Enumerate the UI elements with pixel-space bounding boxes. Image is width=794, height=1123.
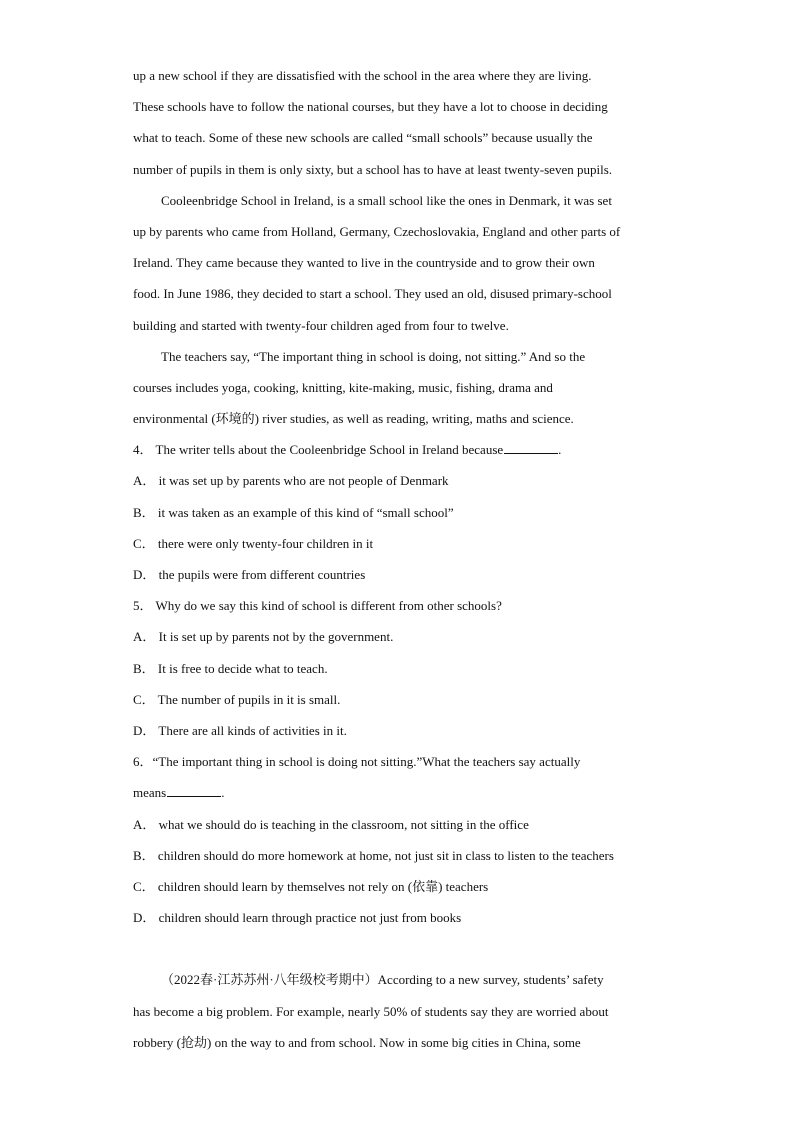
passage-2-line: robbery (抢劫) on the way to and from school. Now in some big cities in China, some — [133, 1034, 581, 1050]
option-6a: A． what we should do is teaching in the classroom, not sitting in the office — [133, 816, 529, 832]
question-4-text: 4． The writer tells about the Cooleenbridge School in Ireland because — [133, 442, 504, 458]
passage-line: up a new school if they are dissatisfied with the school in the area where they are living. — [133, 68, 592, 83]
option-6b: B． children should do more homework at home, not just sit in class to listen to the teachers — [133, 847, 614, 863]
passage-2-line: （2022春·江苏苏州·八年级校考期中）According to a new survey, students’ safety — [161, 972, 604, 988]
passage-line: The teachers say, “The important thing in school is doing, not sitting.” And so the — [161, 348, 586, 364]
passage-line: Cooleenbridge School in Ireland, is a small school like the ones in Denmark, it was set — [161, 192, 612, 208]
option-4b: B． it was taken as an example of this kind of “small school” — [133, 504, 454, 520]
question-6-end: . — [221, 785, 225, 801]
question-4-end: . — [558, 442, 562, 458]
question-6-stem: 6．“The important thing in school is doing not sitting.”What the teachers say actually — [133, 754, 581, 770]
question-4-stem — [133, 434, 663, 465]
option-5b: B． It is free to decide what to teach. — [133, 660, 328, 676]
option-5a: A． It is set up by parents not by the government. — [133, 629, 394, 645]
option-6c: C． children should learn by themselves not rely on (依靠) teachers — [133, 878, 489, 894]
page-content — [133, 60, 663, 1058]
option-4a: A． it was set up by parents who are not people of Denmark — [133, 473, 449, 489]
question-6-text: means — [133, 785, 167, 801]
option-6d: D． children should learn through practice not just from books — [133, 910, 462, 926]
passage-line: Ireland. They came because they wanted to live in the countryside and to grow their own — [133, 255, 595, 271]
option-4d: D． the pupils were from different countries — [133, 567, 366, 582]
option-4c: C． there were only twenty-four children in it — [133, 535, 374, 551]
passage-line: what to teach. Some of these new schools are called “small schools” because usually the — [133, 130, 593, 146]
passage-line: food. In June 1986, they decided to start a school. They used an old, disused primary-school — [133, 286, 612, 302]
passage-line: These schools have to follow the national courses, but they have a lot to choose in deciding — [133, 99, 608, 115]
answer-blank[interactable] — [167, 786, 221, 797]
section-gap — [133, 933, 663, 964]
question-6-stem-cont — [133, 777, 663, 808]
passage-line: environmental (环境的) river studies, as well as reading, writing, maths and science. — [133, 411, 574, 427]
passage-line: number of pupils in them is only sixty, but a school has to have at least twenty-seven pupils. — [133, 161, 613, 177]
passage-line: up by parents who came from Holland, Germany, Czechoslovakia, England and other parts of — [133, 223, 621, 239]
passage-2-line: has become a big problem. For example, nearly 50% of students say they are worried about — [133, 1003, 609, 1019]
option-5d: D． There are all kinds of activities in it. — [133, 722, 347, 738]
passage-line: courses includes yoga, cooking, knitting, kite-making, music, fishing, drama and — [133, 379, 553, 395]
passage-line: building and started with twenty-four children aged from four to twelve. — [133, 317, 509, 333]
option-5c: C． The number of pupils in it is small. — [133, 691, 341, 707]
answer-blank[interactable] — [504, 443, 558, 454]
question-5-stem: 5． Why do we say this kind of school is different from other schools? — [133, 598, 502, 614]
